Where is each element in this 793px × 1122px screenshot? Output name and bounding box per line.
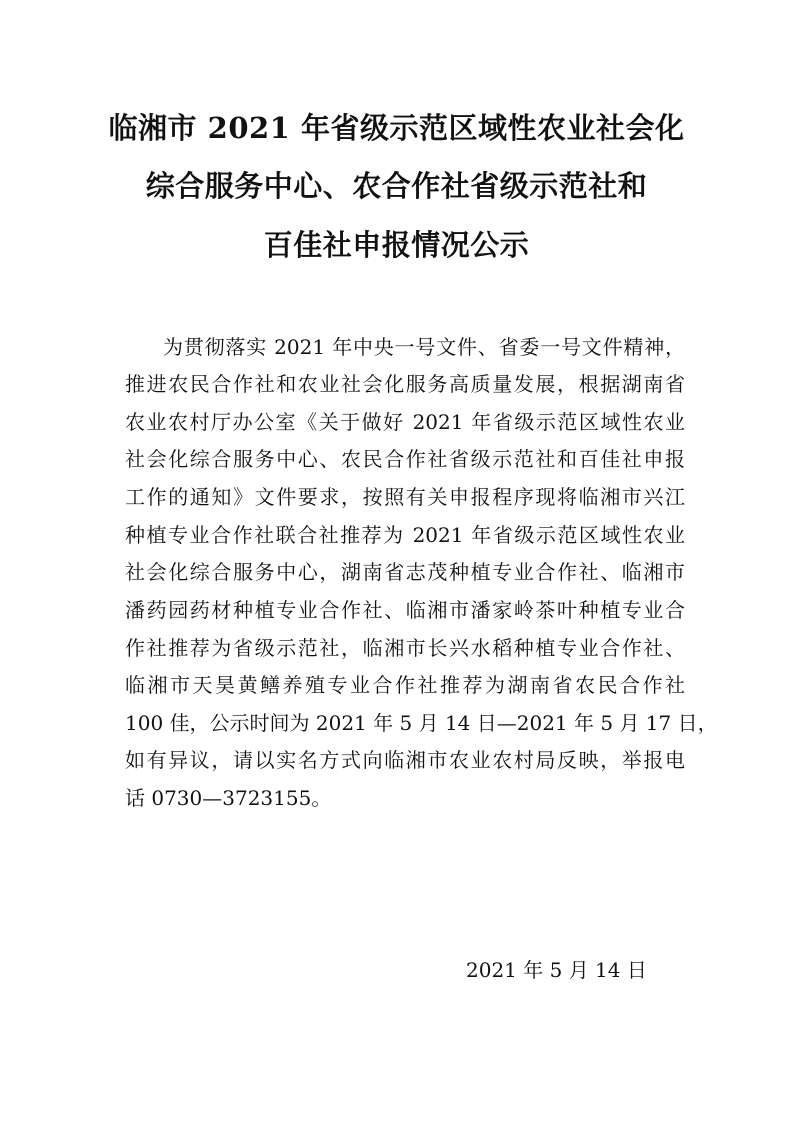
title-line-2: 综合服务中心、农合作社省级示范社和 bbox=[145, 169, 648, 203]
body-line-6: 种植专业合作社联合社推荐为 2021 年省级示范区域性农业 bbox=[125, 523, 685, 547]
document-date: 2021 年 5 月 14 日 bbox=[466, 958, 647, 982]
title-line-1: 临湘市 2021 年省级示范区域性农业社会化 bbox=[108, 111, 685, 145]
body-line-3: 农业农村厅办公室《关于做好 2021 年省级示范区域性农业 bbox=[125, 410, 685, 434]
body-line-13: 话 0730—3723155。 bbox=[125, 786, 332, 810]
body-line-12: 如有异议，请以实名方式向临湘市农业农村局反映，举报电 bbox=[125, 748, 685, 772]
body-line-11: 100 佳，公示时间为 2021 年 5 月 14 日—2021 年 5 月 17 日， bbox=[125, 711, 718, 735]
body-line-1: 为贯彻落实 2021 年中央一号文件、省委一号文件精神， bbox=[163, 335, 685, 359]
body-line-10: 临湘市天昊黄鳝养殖专业合作社推荐为湖南省农民合作社 bbox=[125, 673, 685, 697]
body-line-2: 推进农民合作社和农业社会化服务高质量发展，根据湖南省 bbox=[125, 372, 685, 396]
body-line-9: 作社推荐为省级示范社，临湘市长兴水稻种植专业合作社、 bbox=[125, 636, 685, 660]
title-line-3: 百佳社申报情况公示 bbox=[263, 228, 530, 262]
body-line-8: 潘药园药材种植专业合作社、临湘市潘家岭茶叶种植专业合 bbox=[125, 598, 685, 622]
body-line-7: 社会化综合服务中心，湖南省志茂种植专业合作社、临湘市 bbox=[125, 560, 685, 584]
body-line-5: 工作的通知》文件要求，按照有关申报程序现将临湘市兴江 bbox=[125, 485, 685, 509]
body-line-4: 社会化综合服务中心、农民合作社省级示范社和百佳社申报 bbox=[125, 447, 685, 471]
